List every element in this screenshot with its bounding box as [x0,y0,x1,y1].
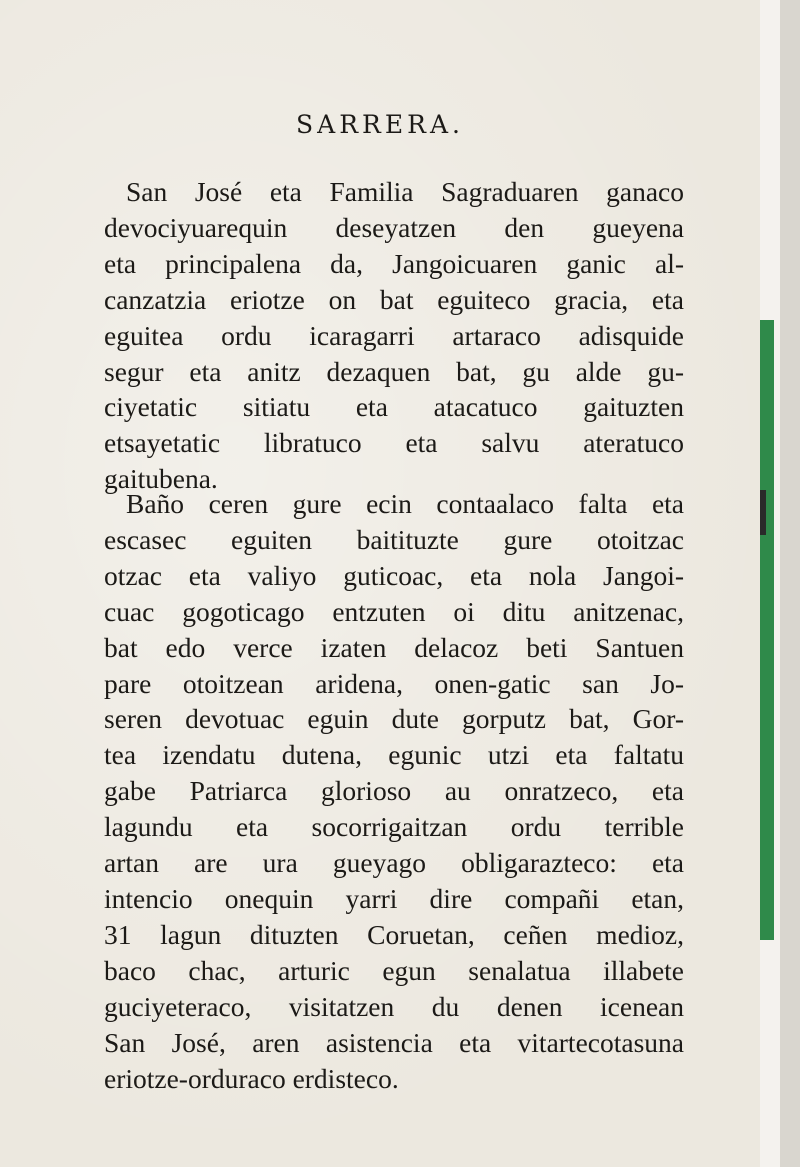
text-line: gabe Patriarca glorioso au onratzeco, eta [104,775,684,807]
text-line: intencio onequin yarri dire compañi etan, [104,882,684,914]
text-line: cuac gogoticago entzuten oi ditu anitzenac, [104,595,684,627]
text-line: otzac eta valiyo guticoac, eta nola Jangoi- [104,559,684,591]
text-line: tea izendatu dutena, egunic utzi eta faltatu [104,739,684,771]
text-line: artan are ura gueyago obligarazteco: eta [104,847,684,879]
text-line: seren devotuac eguin dute gorputz bat, Gor- [104,703,684,735]
paragraph-1 [104,174,684,497]
text-line: San José eta Familia Sagraduaren ganaco [126,176,684,207]
text-line: Baño ceren gure ecin contaalaco falta eta [126,488,684,519]
text-line: eta principalena da, Jangoicuaren ganic al- [104,247,684,279]
binding-mark [760,490,766,535]
text-line: etsayetatic libratuco eta salvu ateratuco [104,427,684,459]
text-line: bat edo verce izaten delacoz beti Santuen [104,631,684,663]
text-line: ciyetatic sitiatu eta atacatuco gaituzten [104,391,684,423]
text-line: 31 lagun dituzten Coruetan, ceñen medioz, [104,918,684,950]
text-line: segur eta anitz dezaquen bat, gu alde gu- [104,355,684,387]
text-line: canzatzia eriotze on bat eguiteco gracia, eta [104,283,684,315]
text-line: San José, aren asistencia eta vitartecotasuna [104,1026,684,1058]
green-cover-edge [760,320,774,940]
text-line: gaitubena. [104,463,218,495]
text-line: eguitea ordu icaragarri artaraco adisquide [104,319,684,351]
paragraph-2 [104,486,684,1096]
text-line: lagundu eta socorrigaitzan ordu terrible [104,811,684,843]
text-line: devociyuarequin deseyatzen den gueyena [104,211,684,243]
text-line: eriotze-orduraco erdisteco. [104,1062,399,1094]
text-line: escasec eguiten baitituzte gure otoitzac [104,523,684,555]
text-line: pare otoitzean aridena, onen-gatic san Jo- [104,667,684,699]
text-line: guciyeteraco, visitatzen du denen icenean [104,990,684,1022]
page-title: SARRERA. [296,110,464,139]
text-line: baco chac, arturic egun senalatua illabete [104,954,684,986]
